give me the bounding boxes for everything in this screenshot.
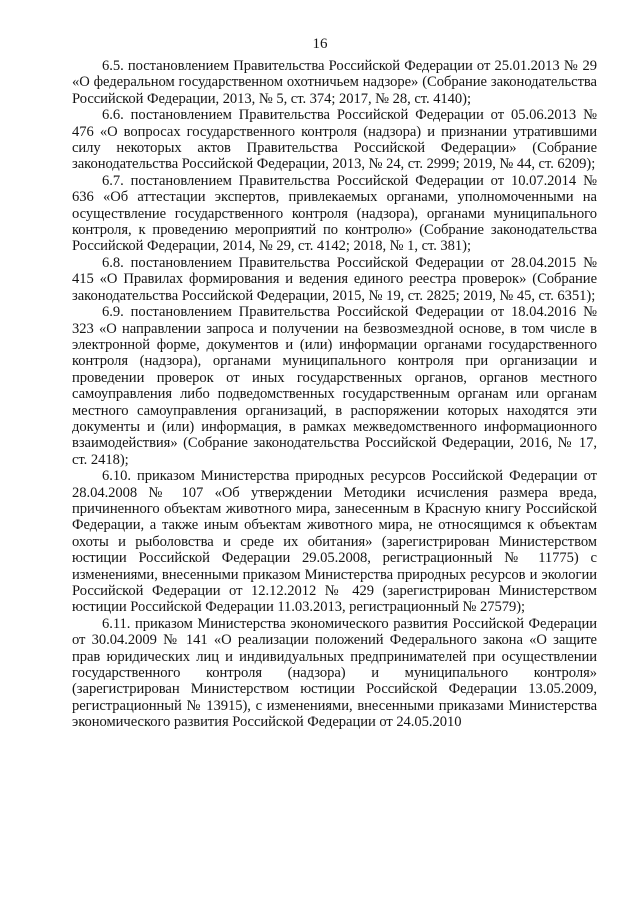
page-number: 16	[312, 36, 328, 52]
document-body	[72, 58, 597, 731]
paragraph-6-9: 6.9. постановлением Правительства Российской Федерации от 18.04.2016 № 323 «О направлении запроса и получении на безвозмездной основе, в том числе в электронной форме, документов и (или) информации органами государственного контроля (надзора), органами муниципального контроля при организации и проведении проверок от иных государственных органов, органов местного самоуправления либо подведомственных государственным органам или органам местного самоуправления организаций, в распоряжении которых находятся эти документы и (или) информация, в рамках межведомственного информационного взаимодействия» (Собрание законодательства Российской Федерации, 2016, № 17, ст. 2418);	[72, 304, 597, 468]
paragraph-6-10: 6.10. приказом Министерства природных ресурсов Российской Федерации от 28.04.2008 № 107 «Об утверждении Методики исчисления размера вреда, причиненного объектам животного мира, занесенным в Красную книгу Российской Федерации, а также иным объектам животного мира, не относящимся к объектам охоты и рыболовства и среде их обитания» (зарегистрирован Министерством юстиции Российской Федерации 29.05.2008, регистрационный № 11775) с изменениями, внесенными приказом Министерства природных ресурсов и экологии Российской Федерации от 12.12.2012 № 429 (зарегистрирован Министерством юстиции Российской Федерации 11.03.2013, регистрационный № 27579);	[72, 468, 597, 616]
paragraph-6-11: 6.11. приказом Министерства экономического развития Российской Федерации от 30.04.2009 № 141 «О реализации положений Федерального закона «О защите прав юридических лиц и индивидуальных предпринимателей при осуществлении государственного контроля (надзора) и муниципального контроля» (зарегистрирован Министерством юстиции Российской Федерации 13.05.2009, регистрационный № 13915), с изменениями, внесенными приказами Министерства экономического развития Российской Федерации от 24.05.2010	[72, 615, 597, 731]
paragraph-6-6: 6.6. постановлением Правительства Российской Федерации от 05.06.2013 № 476 «О вопросах государственного контроля (надзора) и признании утратившими силу некоторых актов Правительства Российской Федерации» (Собрание законодательства Российской Федерации, 2013, № 24, ст. 2999; 2019, № 44, ст. 6209);	[72, 107, 597, 173]
paragraph-6-7: 6.7. постановлением Правительства Российской Федерации от 10.07.2014 № 636 «Об аттестации экспертов, привлекаемых органами, уполномоченными на осуществление государственного контроля (надзора), органами муниципального контроля, к проведению мероприятий по контролю» (Собрание законодательства Российской Федерации, 2014, № 29, ст. 4142; 2018, № 1, ст. 381);	[72, 172, 597, 255]
paragraph-6-5: 6.5. постановлением Правительства Российской Федерации от 25.01.2013 № 29 «О федеральном государственном охотничьем надзоре» (Собрание законодательства Российской Федерации, 2013, № 5, ст. 374; 2017, № 28, ст. 4140);	[72, 58, 597, 107]
paragraph-6-8: 6.8. постановлением Правительства Российской Федерации от 28.04.2015 № 415 «О Правилах формирования и ведения единого реестра проверок» (Собрание законодательства Российской Федерации, 2015, № 19, ст. 2825; 2019, № 45, ст. 6351);	[72, 254, 597, 304]
